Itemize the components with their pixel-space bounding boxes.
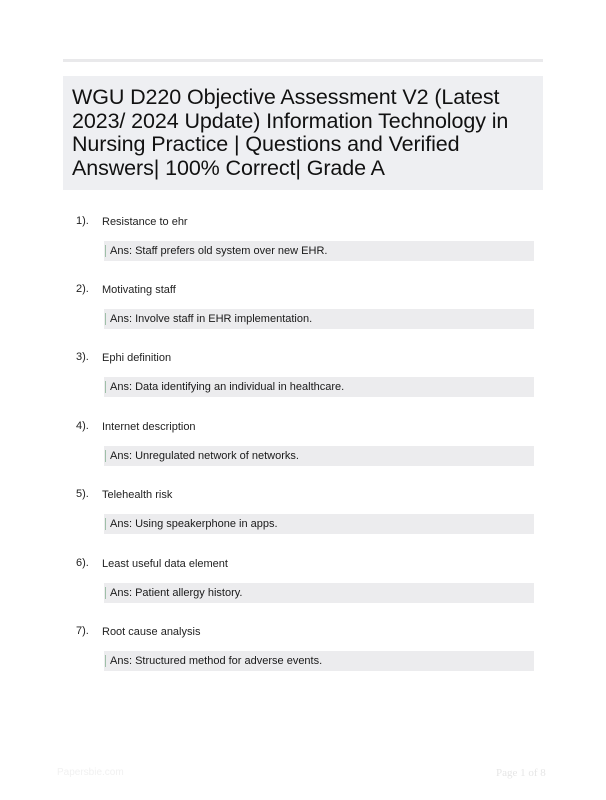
- answer-accent-bar: [105, 381, 106, 393]
- answer-text: Ans: Patient allergy history.: [110, 587, 243, 599]
- answer-accent-bar: [105, 450, 106, 462]
- question-number: 1).: [76, 215, 89, 227]
- answer-box: [104, 377, 534, 397]
- document-title: WGU D220 Objective Assessment V2 (Latest 2023/ 2024 Update) Information Technology in Nursing Practice | Questions and Verified Answers| 100% Correct| Grade A: [72, 85, 509, 180]
- question-number: 7).: [76, 625, 89, 637]
- question-number: 6).: [76, 557, 89, 569]
- top-divider: [63, 59, 543, 62]
- answer-text: Ans: Data identifying an individual in healthcare.: [110, 381, 345, 393]
- page-indicator: Page 1 of 8: [496, 767, 546, 779]
- answer-accent-bar: [105, 313, 106, 325]
- answer-box: [104, 514, 534, 534]
- question-text: Motivating staff: [102, 284, 176, 296]
- answer-accent-bar: [105, 245, 106, 257]
- question-number: 5).: [76, 488, 89, 500]
- question-number: 2).: [76, 283, 89, 295]
- question-number: 4).: [76, 420, 89, 432]
- answer-text: Ans: Involve staff in EHR implementation.: [110, 313, 313, 325]
- question-text: Telehealth risk: [102, 489, 173, 501]
- title-banner: [63, 76, 543, 190]
- answer-accent-bar: [105, 518, 106, 530]
- question-text: Root cause analysis: [102, 626, 201, 638]
- answer-box: [104, 241, 534, 261]
- question-text: Resistance to ehr: [102, 216, 188, 228]
- answer-text: Ans: Staff prefers old system over new EHR.: [110, 245, 328, 257]
- answer-accent-bar: [105, 655, 106, 667]
- answer-box: [104, 309, 534, 329]
- question-number: 3).: [76, 351, 89, 363]
- answer-box: [104, 583, 534, 603]
- answer-accent-bar: [105, 587, 106, 599]
- question-text: Internet description: [102, 421, 196, 433]
- answer-box: [104, 651, 534, 671]
- answer-text: Ans: Using speakerphone in apps.: [110, 518, 278, 530]
- question-text: Ephi definition: [102, 352, 172, 364]
- footer-watermark: Papersbie.com: [57, 767, 124, 778]
- question-text: Least useful data element: [102, 558, 228, 570]
- answer-text: Ans: Structured method for adverse events.: [110, 655, 323, 667]
- answer-box: [104, 446, 534, 466]
- answer-text: Ans: Unregulated network of networks.: [110, 450, 299, 462]
